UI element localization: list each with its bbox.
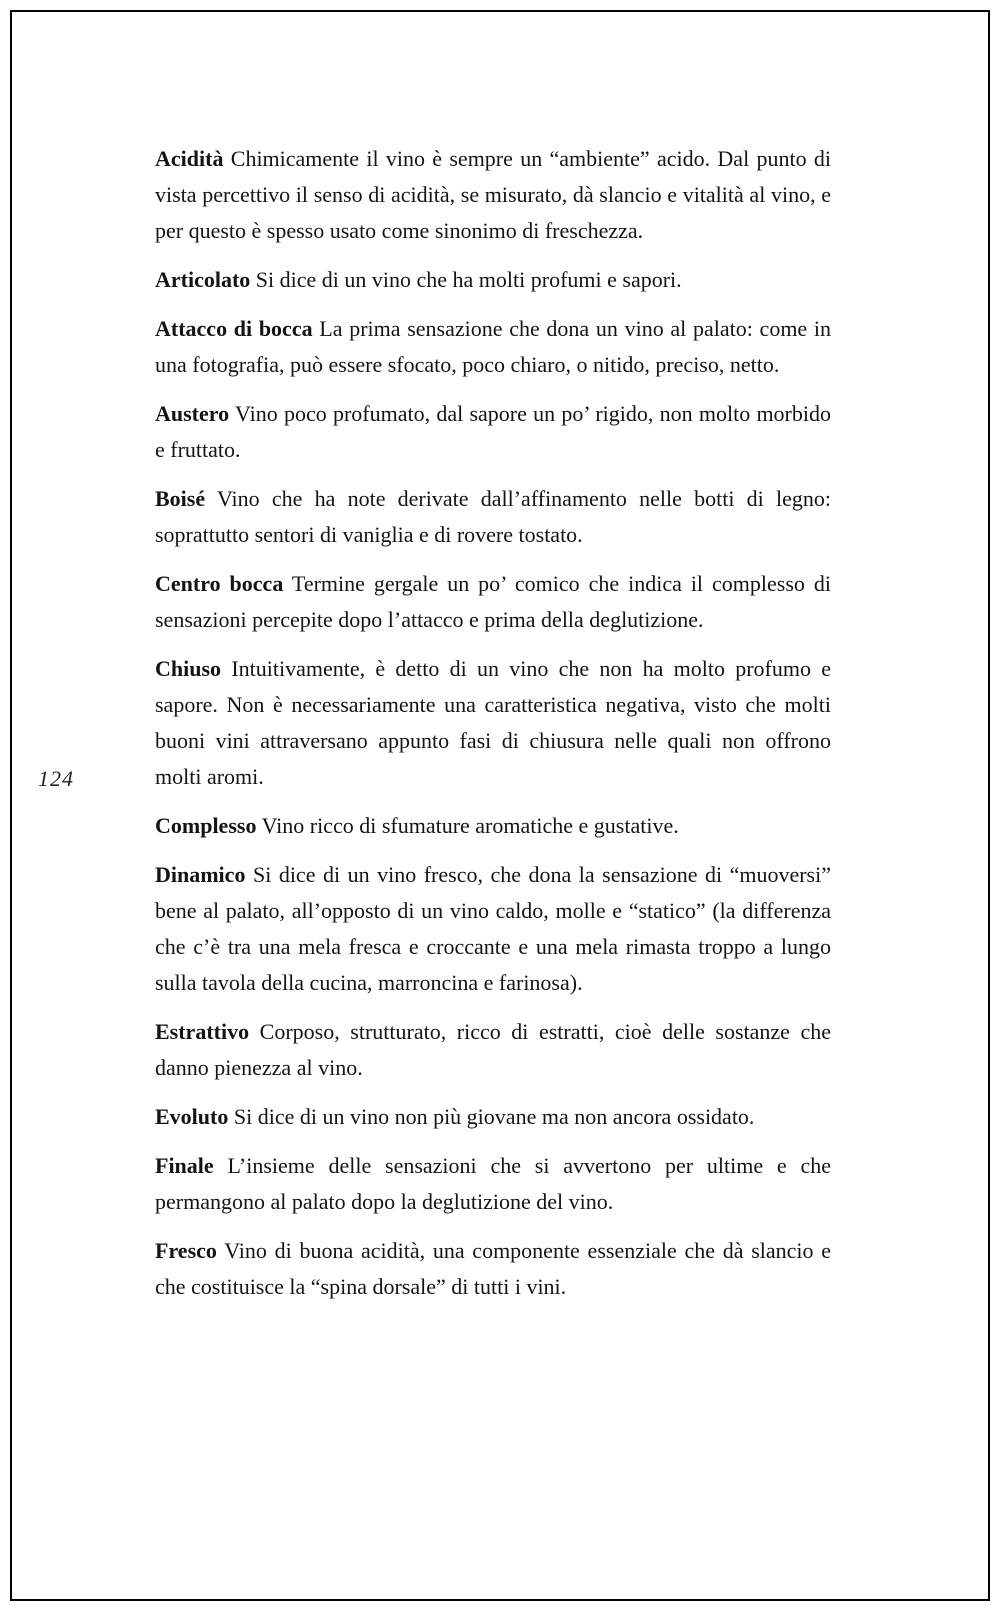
glossary-entry bbox=[155, 651, 831, 795]
glossary-term: Austero bbox=[155, 401, 230, 426]
glossary-definition: Vino di buona acidità, una componente essenziale che dà slancio e che costituisce la “spina dorsale” di tutti i vini. bbox=[155, 1238, 831, 1299]
glossary-definition: Vino che ha note derivate dall’affinamento nelle botti di legno: soprattutto sentori di vaniglia e di rovere tostato. bbox=[155, 486, 831, 547]
glossary-entry bbox=[155, 1014, 831, 1086]
glossary-term: Boisé bbox=[155, 486, 206, 511]
glossary-text-block bbox=[155, 141, 831, 1305]
glossary-term: Centro bocca bbox=[155, 571, 284, 596]
page-number: 124 bbox=[38, 766, 74, 791]
glossary-entry bbox=[155, 1233, 831, 1305]
glossary-term: Chiuso bbox=[155, 656, 222, 681]
glossary-entry bbox=[155, 262, 831, 298]
glossary-entry bbox=[155, 808, 831, 844]
glossary-term: Attacco di bocca bbox=[155, 316, 313, 341]
glossary-definition: Vino poco profumato, dal sapore un po’ rigido, non molto morbido e fruttato. bbox=[155, 401, 831, 462]
glossary-definition: Si dice di un vino non più giovane ma non ancora ossidato. bbox=[233, 1104, 755, 1129]
glossary-definition: Corposo, strutturato, ricco di estratti, cioè delle sostanze che danno pienezza al vino. bbox=[155, 1019, 832, 1080]
glossary-term: Articolato bbox=[155, 267, 251, 292]
glossary-definition: L’insieme delle sensazioni che si avvertono per ultime e che permangono al palato dopo la deglutizione del vino. bbox=[155, 1153, 832, 1214]
glossary-definition: Termine gergale un po’ comico che indica il complesso di sensazioni percepite dopo l’attacco e prima della deglutizione. bbox=[155, 571, 831, 632]
glossary-definition: Intuitivamente, è detto di un vino che non ha molto profumo e sapore. Non è necessariamente una caratteristica negativa, visto che molti buoni vini attraversano appunto fasi di chiusura nelle quali non offrono molti aromi. bbox=[155, 656, 832, 789]
glossary-term: Evoluto bbox=[155, 1104, 229, 1129]
glossary-term: Estrattivo bbox=[155, 1019, 250, 1044]
glossary-entry bbox=[155, 1099, 831, 1135]
glossary-definition: La prima sensazione che dona un vino al palato: come in una fotografia, può essere sfocato, poco chiaro, o nitido, preciso, netto. bbox=[155, 316, 832, 377]
glossary-term: Complesso bbox=[155, 813, 257, 838]
glossary-term: Dinamico bbox=[155, 862, 246, 887]
glossary-entry bbox=[155, 311, 831, 383]
glossary-definition: Vino ricco di sfumature aromatiche e gustative. bbox=[261, 813, 679, 838]
glossary-entry bbox=[155, 396, 831, 468]
glossary-definition: Si dice di un vino che ha molti profumi e sapori. bbox=[255, 267, 682, 292]
glossary-term: Finale bbox=[155, 1153, 214, 1178]
glossary-entry bbox=[155, 481, 831, 553]
glossary-entry bbox=[155, 857, 831, 1001]
glossary-entry bbox=[155, 566, 831, 638]
glossary-term: Acidità bbox=[155, 146, 224, 171]
glossary-term: Fresco bbox=[155, 1238, 217, 1263]
glossary-definition: Si dice di un vino fresco, che dona la sensazione di “muoversi” bene al palato, all’opposto di un vino caldo, molle e “statico” (la differenza che c’è tra una mela fresca e croccante e una mela rimasta troppo a lungo sulla tavola della cucina, marroncina e farinosa). bbox=[155, 862, 831, 995]
glossary-definition: Chimicamente il vino è sempre un “ambiente” acido. Dal punto di vista percettivo il senso di acidità, se misurato, dà slancio e vitalità al vino, e per questo è spesso usato come sinonimo di freschezza. bbox=[155, 146, 832, 243]
glossary-entry bbox=[155, 141, 831, 249]
glossary-entry bbox=[155, 1148, 831, 1220]
